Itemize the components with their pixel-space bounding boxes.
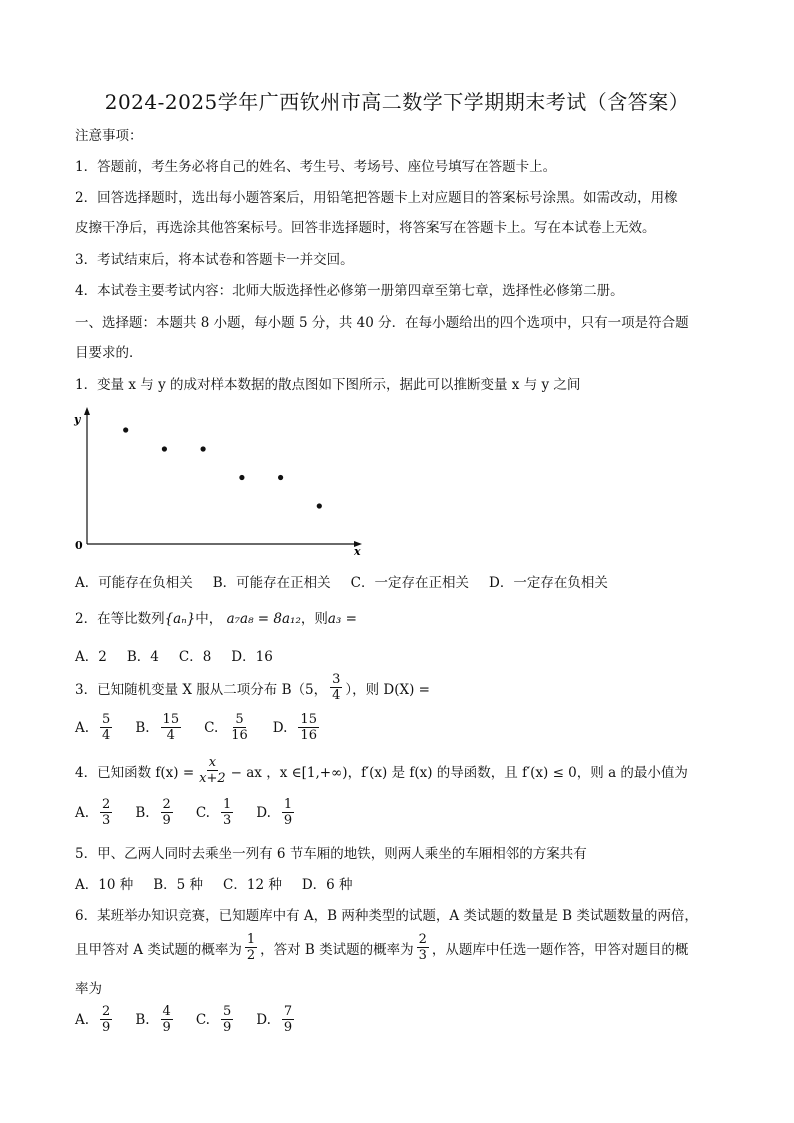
q4-option-b[interactable] [135,797,176,828]
denominator: 16 [231,728,248,743]
q2-stem-text: 2．在等比数列 [75,611,165,627]
denominator: 9 [162,1020,171,1035]
numerator: 1 [246,932,256,947]
option-label: D. [272,719,288,736]
numerator: 1 [283,797,293,812]
q3-option-b[interactable] [135,712,184,743]
numerator: 2 [102,1004,111,1019]
option-fraction [161,1004,173,1035]
q3-stem [75,672,430,703]
scatter-point [123,427,128,432]
page-title: 2024-2025学年广西钦州市高二数学下学期期末考试（含答案） [104,90,690,114]
q6-stem-text: ，答对 B 类试题的概率为 [260,941,414,958]
option-fraction [100,712,112,743]
denominator: 16 [300,728,317,743]
section-heading: 一、选择题：本题共 8 小题，每小题 5 分，共 40 分．在每小题给出的四个选项中，只有一项是符合题 [75,315,689,331]
q1-option-b[interactable]: B．可能存在正相关 [212,575,331,591]
option-fraction [298,712,319,743]
q2-stem-text: ，则 [300,611,328,627]
numerator: x [208,755,217,770]
numerator: 15 [162,712,180,727]
numerator: 15 [300,712,317,727]
scatter-points [123,427,322,508]
notice-item: 2．回答选择题时，选出每小题答案后，用铅笔把答题卡上对应题目的答案标号涂黑。如需改动，用橡 [75,190,678,206]
notice-item: 皮擦干净后，再选涂其他答案标号。回答非选择题时，将答案写在答题卡上。写在本试卷上无效。 [75,220,656,236]
q4-option-a[interactable] [75,797,115,828]
q6-stem-line1: 6．某班举办知识竞赛，已知题库中有 A，B 两种类型的试题，A 类试题的数量是 B 类试题数量的两倍， [75,908,698,924]
q4-function-fraction [197,755,228,786]
q4-option-d[interactable] [256,797,297,828]
origin-label: 0 [75,539,83,552]
option-label: A. [75,1011,90,1028]
option-label: A. [75,804,90,821]
q3-stem-text: 3．已知随机变量 X 服从二项分布 B（5， [75,681,328,698]
option-label: B. [135,719,150,736]
q6-options [75,1004,317,1035]
option-fraction [100,1004,112,1035]
notice-item: 1．答题前，考生务必将自己的姓名、考生号、考场号、座位号填写在答题卡上。 [75,159,557,175]
q2-stem [75,607,357,627]
y-axis-arrow [84,407,90,415]
q4-stem-text: 4．已知函数 f(x) = [75,764,195,781]
denominator: 4 [332,688,341,703]
q3-option-a[interactable] [75,712,115,743]
q2-stem-text: 中， [195,611,223,627]
q2-option-d[interactable]: D．16 [231,649,273,665]
notice-item: 3．考试结束后，将本试卷和答题卡一并交回。 [75,252,354,268]
q2-option-b[interactable]: B．4 [126,649,159,665]
q6-stem-text: ，从题库中任选一题作答，甲答对题目的概 [431,941,689,958]
q3-option-d[interactable] [273,712,322,743]
option-label: B. [135,1011,150,1028]
q6-prob-a [245,932,257,963]
numerator: 4 [162,1004,171,1019]
q1-scatter-chart [70,405,370,560]
numerator: 7 [283,1004,293,1019]
q6-stem-line2 [75,932,688,963]
option-fraction [100,797,112,828]
option-label: A. [75,719,90,736]
q6-option-d[interactable] [256,1004,297,1035]
q4-stem [75,755,688,786]
section-heading-cont: 目要求的． [75,345,143,361]
q6-stem-line3: 率为 [75,981,102,997]
q3-stem-text: ），则 D(X) = [345,681,430,698]
q2-question: a₃ = [327,611,357,627]
denominator: 3 [222,813,232,828]
numerator: 5 [222,1004,232,1019]
option-fraction [282,1004,294,1035]
q3-options [75,712,342,743]
denominator: x+2 [199,771,226,786]
denominator: 9 [283,1020,293,1035]
q2-option-c[interactable]: C．8 [178,649,212,665]
q6-option-c[interactable] [196,1004,236,1035]
q5-option-d[interactable]: D．6 种 [301,877,353,893]
q2-expression: a₇a₈ = 8a₁₂ [226,611,301,627]
numerator: 5 [102,712,111,727]
q2-option-a[interactable]: A．2 [75,649,107,665]
y-axis-label: y [74,413,81,426]
option-fraction [229,712,250,743]
q1-option-d[interactable]: D．一定存在负相关 [489,575,608,591]
denominator: 9 [222,1020,232,1035]
option-fraction [221,797,233,828]
q2-sequence: {aₙ} [164,611,196,627]
numerator: 2 [102,797,111,812]
scatter-point [317,503,322,508]
q4-stem-text: − ax ，x ∈[1,+∞)，f′(x) 是 f(x) 的导函数，且 f′(x) ≤ 0，则 a 的最小值为 [230,764,688,781]
q1-option-c[interactable]: C．一定存在正相关 [350,575,470,591]
option-label: C. [195,1011,210,1028]
option-fraction [161,797,173,828]
denominator: 3 [102,813,111,828]
q1-option-a[interactable]: A．可能存在负相关 [75,575,193,591]
q6-stem-text: 且甲答对 A 类试题的概率为 [75,941,242,958]
option-fraction [161,712,182,743]
q4-option-c[interactable] [196,797,236,828]
q4-options [75,797,317,828]
denominator: 4 [102,728,111,743]
numerator: 2 [418,932,427,947]
notice-heading: 注意事项： [75,128,143,144]
q1-stem: 1．变量 x 与 y 的成对样本数据的散点图如下图所示，据此可以推断变量 x 与 y 之间 [75,377,581,393]
q1-options [75,571,628,591]
denominator: 4 [166,728,175,743]
q2-options [75,645,293,665]
scatter-point [278,475,283,480]
denominator: 2 [246,948,256,963]
option-fraction [221,1004,233,1035]
denominator: 9 [162,813,171,828]
q3-option-c[interactable] [204,712,253,743]
option-fraction [282,797,294,828]
q5-option-a[interactable]: A．10 种 [75,877,134,893]
denominator: 3 [418,948,427,963]
denominator: 9 [283,813,293,828]
option-label: D. [256,1011,271,1028]
numerator: 1 [222,797,232,812]
q6-option-b[interactable] [135,1004,176,1035]
scatter-point [201,446,206,451]
numerator: 5 [235,712,244,727]
option-label: C. [195,804,210,821]
numerator: 3 [332,672,341,687]
q3-probability [330,672,342,703]
x-axis-label: x [354,545,361,558]
denominator: 9 [102,1020,111,1035]
q6-option-a[interactable] [75,1004,115,1035]
scatter-point [162,446,167,451]
option-label: C. [204,719,219,736]
q6-prob-b [417,932,429,963]
q5-options [75,873,373,893]
q5-stem: 5．甲、乙两人同时去乘坐一列有 6 节车厢的地铁，则两人乘坐的车厢相邻的方案共有 [75,846,587,862]
numerator: 2 [162,797,171,812]
q5-option-c[interactable]: C．12 种 [223,877,282,893]
option-label: B. [135,804,150,821]
q5-option-b[interactable]: B．5 种 [153,877,204,893]
notice-item: 4．本试卷主要考试内容：北师大版选择性必修第一册第四章至第七章，选择性必修第二册。 [75,283,624,299]
scatter-point [239,475,244,480]
option-label: D. [256,804,271,821]
